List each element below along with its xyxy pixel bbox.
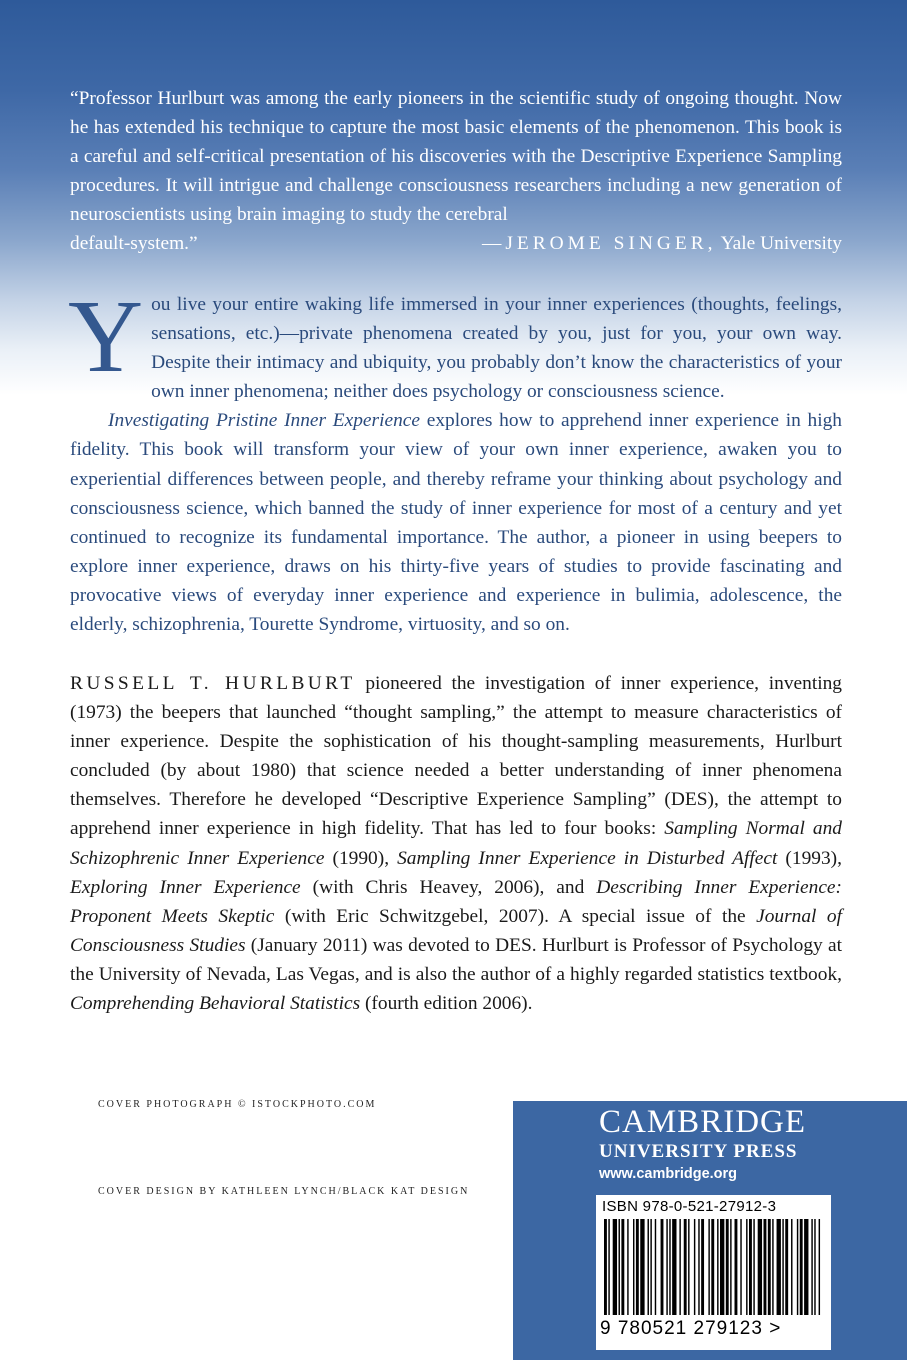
barcode-bar	[684, 1219, 687, 1315]
barcode-bar	[797, 1219, 798, 1315]
bio-book-1: Sampling Normal and Schizophrenic Inner Experience	[70, 818, 843, 869]
bio-text-4: (with Chris Heavey, 2006), and	[300, 876, 597, 898]
endorsement-attribution	[482, 229, 842, 258]
barcode-bar	[726, 1219, 729, 1315]
author-bio-text	[70, 669, 842, 1018]
barcode-bar	[730, 1219, 731, 1315]
barcode-bar	[819, 1219, 820, 1315]
barcode-bar	[717, 1219, 718, 1315]
bio-text-6: (January 2011) was devoted to DES. Hurlburt is Professor of Psychology at the University of Nevada, Las Vegas, and is also the author of a highly regarded statistics textbook,	[70, 934, 843, 985]
barcode-bar	[768, 1219, 771, 1315]
barcode-bar	[666, 1219, 667, 1315]
barcode-bar	[698, 1219, 699, 1315]
bio-text-3: (1993),	[777, 847, 842, 869]
barcode-bar	[740, 1219, 741, 1315]
barcode-bar	[749, 1219, 752, 1315]
blurb-paragraph-2	[70, 406, 842, 639]
barcode-bar	[636, 1219, 639, 1315]
barcode-icon	[602, 1219, 824, 1317]
endorsement-quote	[70, 84, 842, 259]
bio-book-3: Exploring Inner Experience	[70, 876, 301, 898]
book-title: Investigating Pristine Inner Experience	[108, 410, 420, 432]
bio-book-2: Sampling Inner Experience in Disturbed Affect	[397, 847, 778, 869]
endorsement-text: “Professor Hurlburt was among the early pioneers in the scientific study of ongoing thought. Now he has extended his technique to capture the most basic elements of the phenomenon. This book is a careful and self-critical presentation of his discoveries with the Descriptive Experience Sampling procedures. It will intrigue and challenge consciousness researchers including a new generation of neuroscientists using brain imaging to study the cerebral	[70, 88, 842, 226]
barcode-bar	[720, 1219, 724, 1315]
publisher-box	[513, 1101, 907, 1360]
publisher-subname: UNIVERSITY PRESS	[599, 1141, 798, 1162]
barcode-bar	[655, 1219, 656, 1315]
barcode-bar	[777, 1219, 781, 1315]
bio-text-5: (with Eric Schwitzgebel, 2007). A special issue of the	[274, 905, 757, 927]
barcode-bar	[688, 1219, 689, 1315]
barcode-bar	[785, 1219, 788, 1315]
blurb-paragraph-2-text: explores how to apprehend inner experience in high fidelity. This book will transform your view of your own inner experience, awaken you to experiential differences between people, and thereby reframe your thinking about psychology and consciousness science, which banned the study of inner experience for most of a century and yet continued to recognize its fundamental importance. The author, a pioneer in using beepers to explore inner experience, draws on his thirty-five years of studies to provide fascinating and provocative views of everyday inner experience and experience in bulimia, adolescence, the elderly, schizophrenia, Tourette Syndrome, virtuosity, and so on.	[70, 410, 843, 636]
barcode-bar	[633, 1219, 634, 1315]
barcode-bar	[619, 1219, 620, 1315]
barcode-bar	[621, 1219, 624, 1315]
barcode-bar	[672, 1219, 676, 1315]
endorsement-attribution-line	[70, 229, 842, 258]
endorsement-last-line: default-system.”	[70, 233, 198, 255]
barcode-bar	[648, 1219, 649, 1315]
barcode-bar	[735, 1219, 738, 1315]
drop-cap: Y	[68, 279, 144, 394]
barcode-bar	[650, 1219, 651, 1315]
barcode-bar	[800, 1219, 803, 1315]
barcode-bar	[679, 1219, 680, 1315]
blurb-paragraph-1-text: ou live your entire waking life immersed in your inner experiences (thoughts, feelings, sensations, etc.)—private phenomena created by you, just for you, your own way. Despite their intimacy and ubiquity, you probably don’t know the characteristics of your own inner phenomena; neither does psychology or consciousness science.	[151, 294, 842, 403]
barcode-bar	[627, 1219, 628, 1315]
barcode-bar	[791, 1219, 792, 1315]
photo-credit: COVER PHOTOGRAPH © ISTOCKPHOTO.COM	[98, 1099, 377, 1110]
barcode-bar	[613, 1219, 617, 1315]
bio-text-7: (fourth edition 2006).	[360, 993, 533, 1015]
barcode-bar	[608, 1219, 609, 1315]
design-credit: COVER DESIGN BY KATHLEEN LYNCH/BLACK KAT DESIGN	[98, 1186, 470, 1197]
barcode-digits: 9 780521 279123 >	[600, 1318, 782, 1339]
barcode-bar	[640, 1219, 644, 1315]
publisher-name: CAMBRIDGE	[599, 1104, 807, 1140]
barcode-bar	[804, 1219, 808, 1315]
barcode-bar	[661, 1219, 664, 1315]
blurb-paragraph-1	[68, 279, 842, 406]
bio-journal: Journal of Consciousness Studies	[70, 905, 842, 956]
barcode-bar	[708, 1219, 709, 1315]
barcode-bar	[694, 1219, 695, 1315]
barcode-bar	[814, 1219, 815, 1315]
barcode-bar	[782, 1219, 783, 1315]
endorser-name: —JEROME SINGER,	[481, 233, 717, 255]
isbn-label: ISBN 978-0-521-27912-3	[602, 1198, 777, 1215]
barcode-bar	[772, 1219, 773, 1315]
barcode-bar	[669, 1219, 670, 1315]
bio-book-4: Describing Inner Experience: Proponent Meets Skeptic	[70, 876, 842, 927]
barcode-bar	[753, 1219, 754, 1315]
publisher-url: www.cambridge.org	[599, 1166, 738, 1182]
barcode-bar	[764, 1219, 767, 1315]
barcode-bar	[711, 1219, 714, 1315]
bio-book-5: Comprehending Behavioral Statistics	[70, 993, 361, 1015]
barcode-bar	[746, 1219, 747, 1315]
author-bio	[70, 669, 842, 1018]
barcode-bar	[811, 1219, 812, 1315]
barcode-bar	[604, 1219, 607, 1315]
barcode-panel	[596, 1195, 831, 1350]
barcode-bar	[701, 1219, 704, 1315]
bio-text-1: pioneered the investigation of inner experience, inventing (1973) the beepers that launched “thought sampling,” the attempt to measure characteristics of inner experience. Despite the sophistication of his thought-sampling measurements, Hurlburt concluded (by about 1980) that science needed a better understanding of inner phenomena themselves. Therefore he developed “Descriptive Experience Sampling” (DES), the attempt to apprehend inner experience in high fidelity. That has led to four books:	[70, 673, 842, 840]
book-blurb	[68, 279, 843, 639]
author-name: RUSSELL T. HURLBURT	[70, 673, 356, 694]
barcode-bar	[758, 1219, 762, 1315]
bio-text-2: (1990),	[324, 847, 398, 869]
endorser-affiliation: Yale University	[720, 233, 842, 255]
